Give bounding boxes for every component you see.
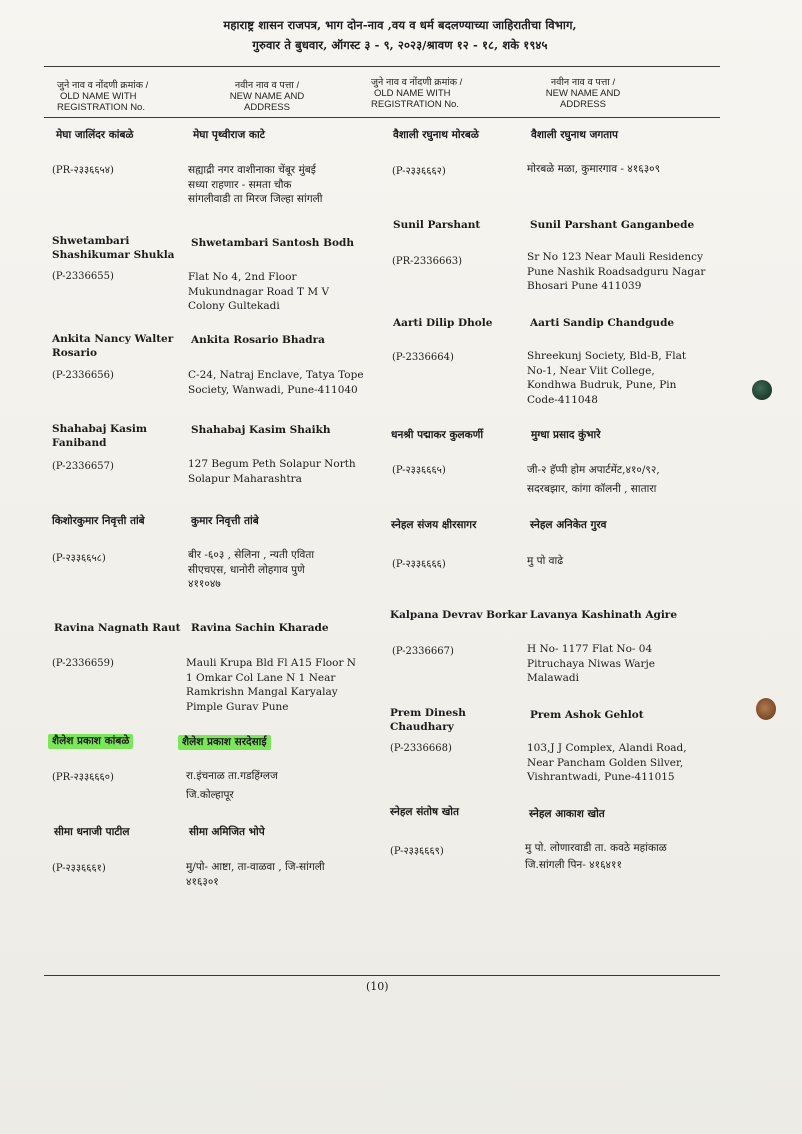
old-name-highlighted: शैलेश प्रकाश कांबळे	[48, 734, 133, 748]
new-name: Prem Ashok Gehlot	[530, 709, 644, 721]
old-name: Kalpana Devrav Borkar	[390, 609, 528, 621]
punch-hole-dot	[756, 698, 776, 720]
new-name: सीमा अमिजित भोपे	[189, 826, 265, 838]
new-address: मु/पो- आष्टा, ता-वाळवा , जि-सांगली ४१६३०१	[186, 861, 325, 888]
new-address: Shreekunj Society, Bld-B, Flat No-1, Near Viit College, Kondhwa Budruk, Pune, Pin Code-411048	[527, 350, 687, 406]
column-head-old-right: जुने नाव व नोंदणी क्रमांक / OLD NAME WITH REGISTRATION No.	[371, 77, 463, 110]
new-name: मेघा पृथ्वीराज काटे	[193, 129, 265, 141]
new-name: स्नेहल आकाश खोत	[529, 808, 605, 820]
registration-number: (PR-2336663)	[392, 256, 462, 267]
old-name: किशोरकुमार निवृत्ती तांबे	[52, 515, 145, 527]
old-name: Shahabaj Kasim Faniband	[52, 423, 147, 449]
registration-number: (PR-२३३६६५४)	[52, 165, 114, 176]
registration-number: (P-2336656)	[52, 370, 114, 381]
gazette-header-line1: महाराष्ट्र शासन राजपत्र, भाग दोन-नाव ,वय व धर्म बदलण्याच्या जाहिरातीचा विभाग,	[223, 18, 577, 32]
registration-number: (P-2336668)	[390, 743, 452, 754]
page-number: (10)	[366, 980, 389, 993]
old-name: Sunil Parshant	[393, 219, 481, 231]
registration-number: (P-2336655)	[52, 271, 114, 282]
new-name: Sunil Parshant Ganganbede	[530, 219, 695, 231]
new-address: मु पो वाढे	[527, 555, 564, 567]
old-name: Prem Dinesh Chaudhary	[390, 707, 466, 733]
new-name-highlighted: शैलेश प्रकाश सरदेसाई	[178, 735, 271, 749]
new-address: Sr No 123 Near Mauli Residency Pune Nashik Roadsadguru Nagar Bhosari Pune 411039	[527, 251, 706, 292]
punch-hole-dot	[752, 380, 772, 400]
registration-number: (P-2336667)	[392, 646, 454, 657]
old-name: स्नेहल संतोष खोत	[390, 806, 460, 818]
new-address: मु पो. लोणारवाडी ता. कवठे महांकाळ जि.सांगली पिन- ४१६४११	[525, 842, 667, 871]
new-address: H No- 1177 Flat No- 04 Pitruchaya Niwas Warje Malawadi	[527, 643, 656, 684]
new-name: Aarti Sandip Chandgude	[530, 317, 675, 329]
old-name: स्नेहल संजय क्षीरसागर	[391, 519, 477, 531]
new-address: मोरबळे मळा, कुमारगाव - ४१६३०९	[527, 163, 661, 175]
new-address: Flat No 4, 2nd Floor Mukundnagar Road T M V Colony Gultekadi	[188, 271, 330, 312]
header-rule-top	[44, 66, 720, 67]
registration-number: (P-२३३६६६६)	[392, 559, 446, 570]
old-name: मेघा जालिंदर कांबळे	[56, 129, 134, 141]
new-name: Lavanya Kashinath Agire	[530, 609, 678, 621]
header-rule-bottom	[44, 117, 720, 118]
new-address: Mauli Krupa Bld Fl A15 Floor N 1 Omkar Col Lane N 1 Near Ramkrishn Mangal Karyalay Pimple Gurav Pune	[186, 657, 356, 713]
new-name: Shahabaj Kasim Shaikh	[191, 424, 331, 436]
old-name: Ravina Nagnath Raut	[54, 622, 181, 634]
old-name: धनश्री पद्माकर कुलकर्णी	[391, 429, 484, 441]
registration-number: (P-२३३६६६५)	[392, 465, 446, 476]
registration-number: (P-२३३६६६९)	[390, 846, 444, 857]
new-name: Ravina Sachin Kharade	[191, 622, 329, 634]
new-name: Ankita Rosario Bhadra	[191, 334, 325, 346]
old-name: वैशाली रघुनाथ मोरबळे	[393, 129, 479, 141]
registration-number: (P-२३३६६५८)	[52, 553, 106, 564]
registration-number: (P-2336659)	[52, 658, 114, 669]
new-address: सह्याद्री नगर वाशीनाका चेंबूर मुंबई सध्या राहणार - समता चौक सांगलीवाडी ता मिरज जिल्हा सांगली	[188, 164, 323, 205]
new-name: वैशाली रघुनाथ जगताप	[531, 129, 618, 141]
old-name: Shwetambari Shashikumar Shukla	[52, 235, 175, 261]
registration-number: (P-२३३६६६१)	[52, 863, 106, 874]
new-address: रा.इंचनाळ ता.गडहिंग्लज जि.कोल्हापूर	[186, 770, 278, 801]
old-name: Ankita Nancy Walter Rosario	[52, 333, 174, 359]
registration-number: (PR-२३३६६६०)	[52, 772, 114, 783]
registration-number: (P-2336657)	[52, 461, 114, 472]
column-head-old-left: जुने नाव व नोंदणी क्रमांक / OLD NAME WITH REGISTRATION No.	[57, 80, 149, 113]
new-name: मुग्धा प्रसाद कुंभारे	[531, 429, 601, 441]
column-head-new-left: नवीन नाव व पत्ता / NEW NAME AND ADDRESS	[229, 80, 305, 113]
new-name: कुमार निवृत्ती तांबे	[191, 515, 259, 527]
new-name: Shwetambari Santosh Bodh	[191, 237, 354, 249]
new-address: C-24, Natraj Enclave, Tatya Tope Society, Wanwadi, Pune-411040	[188, 369, 364, 396]
gazette-header-line2: गुरुवार ते बुधवार, ऑगस्ट ३ - ९, २०२३/श्रावण १२ - १८, शके १९४५	[252, 38, 548, 52]
new-address: बीर -६०३ , सेलिना , न्यती एविता सीएचएस, धानोरी लोहगाव पुणे ४११०४७	[188, 549, 315, 590]
column-head-new-right: नवीन नाव व पत्ता / NEW NAME AND ADDRESS	[545, 77, 621, 110]
new-address: 103,J J Complex, Alandi Road, Near Pancham Golden Silver, Vishrantwadi, Pune-411015	[527, 742, 687, 783]
new-address: जी-२ हॅप्पी होम अपार्टमेंट,४१०/९२, सदरबझार, कांगा कॉलनी , सातारा	[527, 464, 660, 495]
old-name: सीमा धनाजी पाटील	[54, 826, 130, 838]
registration-number: (P-२३३६६६२)	[392, 166, 446, 177]
footer-rule	[44, 975, 720, 976]
new-name: स्नेहल अनिकेत गुरव	[530, 519, 607, 531]
new-address: 127 Begum Peth Solapur North Solapur Maharashtra	[188, 458, 356, 485]
old-name: Aarti Dilip Dhole	[393, 317, 493, 329]
registration-number: (P-2336664)	[392, 352, 454, 363]
